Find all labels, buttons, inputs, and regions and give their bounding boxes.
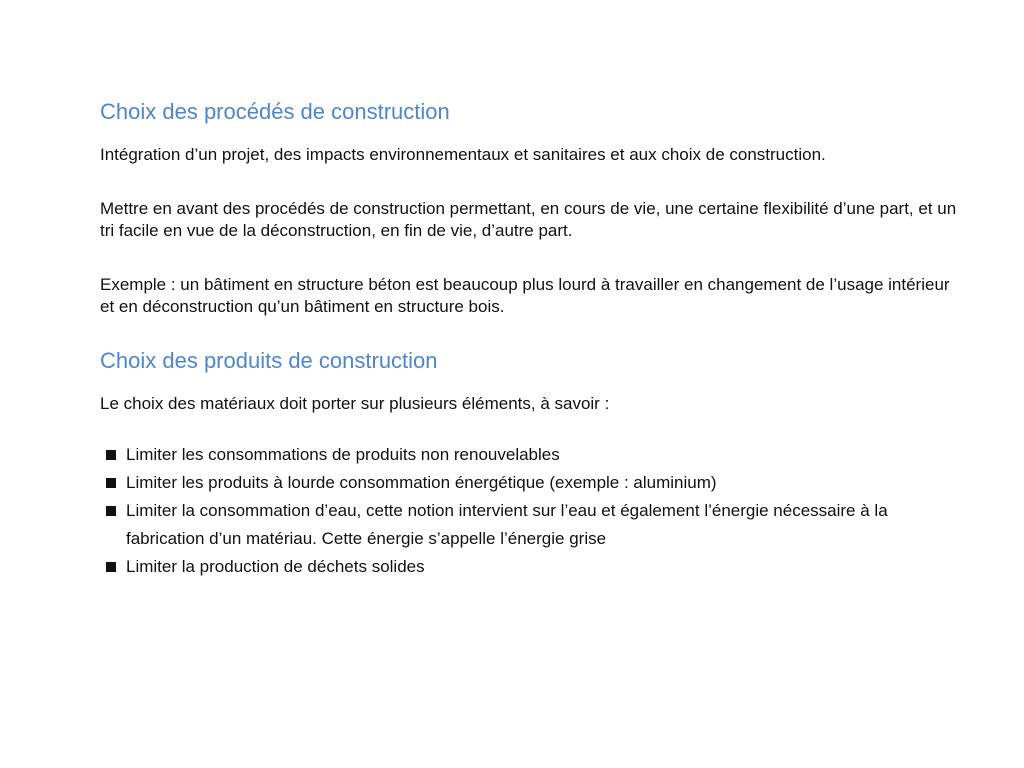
- square-bullet-icon: [106, 562, 116, 572]
- square-bullet-icon: [106, 450, 116, 460]
- slide-content: [100, 98, 960, 581]
- criteria-list: [100, 441, 960, 581]
- paragraph-integration: Intégration d’un projet, des impacts environnementaux et sanitaires et aux choix de construction.: [100, 145, 826, 164]
- section-title-procedes: Choix des procédés de construction: [100, 99, 450, 124]
- square-bullet-icon: [106, 478, 116, 488]
- paragraph-choix-materiaux: Le choix des matériaux doit porter sur plusieurs éléments, à savoir :: [100, 394, 610, 413]
- square-bullet-icon: [106, 506, 116, 516]
- list-item: [100, 441, 960, 469]
- list-item-text: Limiter les consommations de produits non renouvelables: [126, 445, 560, 464]
- list-item-text: Limiter les produits à lourde consommation énergétique (exemple : aluminium): [126, 473, 717, 492]
- list-item: [100, 497, 960, 553]
- list-item: [100, 553, 960, 581]
- section-title-produits: Choix des produits de construction: [100, 348, 438, 373]
- paragraph-exemple: Exemple : un bâtiment en structure béton est beaucoup plus lourd à travailler en changement de l’usage intérieur et en déconstruction qu’un bâtiment en structure bois.: [100, 275, 950, 316]
- list-item-text: Limiter la production de déchets solides: [126, 557, 425, 576]
- list-item-text: Limiter la consommation d’eau, cette notion intervient sur l’eau et également l’énergie nécessaire à la fabrication d’un matériau. Cette énergie s’appelle l’énergie grise: [126, 501, 888, 548]
- paragraph-procedes: Mettre en avant des procédés de construction permettant, en cours de vie, une certaine flexibilité d’une part, et un tri facile en vue de la déconstruction, en fin de vie, d’autre part.: [100, 199, 957, 240]
- list-item: [100, 469, 960, 497]
